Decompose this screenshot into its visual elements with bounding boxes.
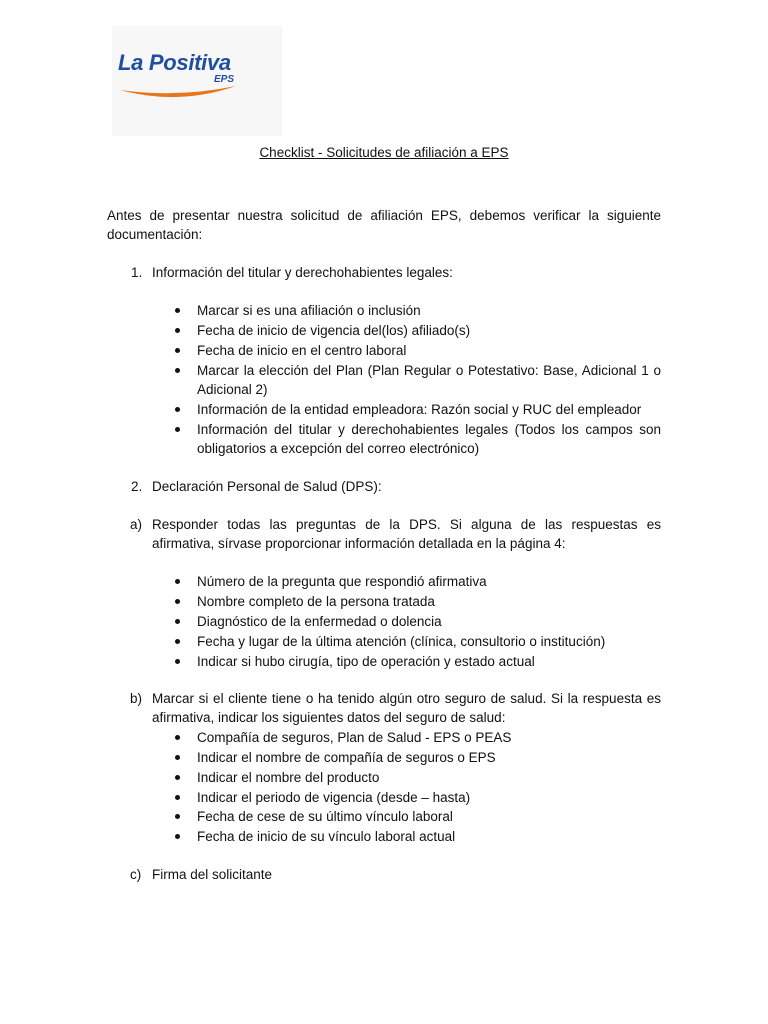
bullet-icon (175, 407, 180, 412)
list-item: Información de la entidad empleadora: Razón social y RUC del empleador (197, 402, 642, 417)
logo-sub: EPS (214, 74, 235, 85)
section-1-heading: Información del titular y derechohabientes legales: (152, 265, 453, 280)
list-item: Indicar el periodo de vigencia (desde – hasta) (197, 790, 471, 805)
list-item: Información del titular y derechohabientes legales (Todos los campos son obligatorios a excepción del correo electrónico) (197, 422, 661, 456)
list-item: Fecha de inicio de su vínculo laboral actual (197, 829, 456, 844)
logo-swoosh-icon (118, 82, 238, 102)
list-item: Indicar si hubo cirugía, tipo de operación y estado actual (197, 654, 535, 669)
bullet-icon (175, 795, 180, 800)
bullet-icon (175, 775, 180, 780)
bullet-icon (175, 308, 180, 313)
list-item: Fecha de inicio de vigencia del(los) afiliado(s) (197, 323, 471, 338)
sub-a-marker: a) (130, 517, 143, 532)
company-logo (112, 26, 282, 136)
list-item: Fecha y lugar de la última atención (clínica, consultorio o institución) (197, 634, 606, 649)
sub-c-text: Firma del solicitante (152, 867, 273, 882)
list-item: Indicar el nombre del producto (197, 770, 380, 785)
bullet-icon (175, 599, 180, 604)
logo-name: La Positiva (118, 50, 231, 75)
section-2-marker: 2. (131, 479, 143, 494)
section-2-heading: Declaración Personal de Salud (DPS): (152, 479, 382, 494)
bullet-icon (175, 755, 180, 760)
sub-c-marker: c) (130, 867, 142, 882)
bullet-icon (175, 579, 180, 584)
list-item: Fecha de cese de su último vínculo laboral (197, 809, 453, 824)
bullet-icon (175, 735, 180, 740)
section-1-marker: 1. (131, 265, 143, 280)
intro-paragraph: Antes de presentar nuestra solicitud de afiliación EPS, debemos verificar la siguiente documentación: (107, 208, 661, 242)
bullet-icon (175, 348, 180, 353)
bullet-icon (175, 814, 180, 819)
list-item: Compañía de seguros, Plan de Salud - EPS o PEAS (197, 730, 512, 745)
list-item: Marcar si es una afiliación o inclusión (197, 303, 421, 318)
list-item: Diagnóstico de la enfermedad o dolencia (197, 614, 442, 629)
list-item: Fecha de inicio en el centro laboral (197, 343, 407, 358)
sub-b-text: Marcar si el cliente tiene o ha tenido algún otro seguro de salud. Si la respuesta es afirmativa, indicar los siguientes datos del seguro de salud: (152, 691, 661, 725)
list-item: Nombre completo de la persona tratada (197, 594, 435, 609)
bullet-icon (175, 619, 180, 624)
bullet-icon (175, 368, 180, 373)
bullet-icon (175, 659, 180, 664)
page-title: Checklist - Solicitudes de afiliación a EPS (259, 145, 509, 160)
bullet-icon (175, 328, 180, 333)
bullet-icon (175, 639, 180, 644)
sub-a-text: Responder todas las preguntas de la DPS. Si alguna de las respuestas es afirmativa, sírvase proporcionar información detallada en la página 4: (152, 517, 661, 551)
list-item: Indicar el nombre de compañía de seguros o EPS (197, 750, 496, 765)
bullet-icon (175, 834, 180, 839)
list-item: Número de la pregunta que respondió afirmativa (197, 574, 487, 589)
sub-b-marker: b) (130, 691, 143, 706)
list-item: Marcar la elección del Plan (Plan Regular o Potestativo: Base, Adicional 1 o Adicional 2) (197, 363, 661, 397)
bullet-icon (175, 427, 180, 432)
